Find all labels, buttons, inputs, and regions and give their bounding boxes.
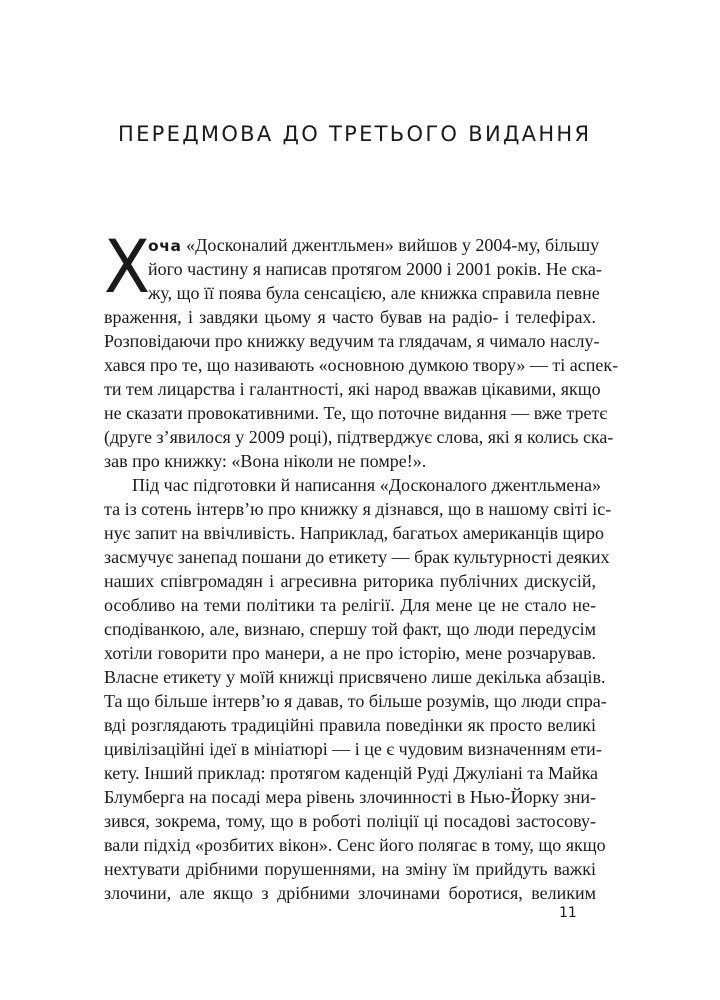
text-line: та із сотень інтерв’ю про книжку я дізнався, що в нашому світі іс-: [104, 499, 612, 519]
text-line: хався про те, що називають «основною думкою твору» — ті аспек-: [104, 355, 619, 375]
text-line: Розповідаючи про книжку ведучим та глядачам, я чимало наслу-: [104, 331, 600, 351]
text-line: ти тем лицарства і галантності, які народ вважав цікавими, якщо: [104, 379, 601, 399]
text-line: кету. Інший приклад: протягом каденцій Руді Джуліані та Майка: [104, 763, 599, 783]
text-line: враження, і завдяки цьому я часто бував на радіо- і телефірах.: [104, 307, 596, 327]
text-line: хотіли говорити про манери, а не про історію, мене розчарував.: [104, 643, 596, 663]
paragraph-2: [104, 473, 612, 905]
text-line: зав про книжку: «Вона ніколи не помре!».: [104, 451, 427, 471]
text-line: злочини, але якщо з дрібними злочинами боротися, великим: [104, 883, 596, 903]
page-number: 11: [559, 905, 577, 921]
text-line: вали підхід «розбитих вікон». Сенс його полягає в тому, що якщо: [104, 835, 606, 855]
text-line: зився, зокрема, тому, що в роботі поліції ці посадові застосову-: [104, 811, 596, 831]
body-text: [104, 225, 619, 905]
text-line: нехтувати дрібними порушеннями, на зміну їм прийдуть важкі: [104, 859, 596, 879]
lead-word: оча: [148, 237, 182, 255]
text-line: цивілізаційні ідеї в мініатюрі — і це є чудовим визначенням ети-: [104, 739, 602, 759]
text-line: Блумберга на посаді мера рівень злочинності в Нью-Йорку зни-: [104, 787, 596, 807]
text-line: його частину я написав протягом 2000 і 2001 років. Не ска-: [148, 259, 602, 279]
text-line: Та що більше інтерв’ю я давав, то більше розумів, що люди спра-: [104, 691, 607, 711]
paragraph-1: [104, 225, 619, 473]
text-line: Власне етикету у моїй книжці присвячено лише декілька абзаців.: [104, 667, 606, 687]
text-line: [104, 233, 600, 257]
text-line: нує запит на ввічливість. Наприклад, багатьох американців щиро: [104, 523, 605, 543]
text-line: не сказати провокативними. Те, що поточне видання — вже третє: [104, 403, 608, 423]
text-line: (друге з’явилося у 2009 році), підтверджує слова, які я колись ска-: [104, 427, 614, 447]
text-line: вді розглядають традиційні правила поведінки як просто великі: [104, 715, 596, 735]
text-line: жу, що її поява була сенсацією, але книжка справила певне: [148, 283, 600, 303]
text-line: наших співгромадян і агресивна риторика публічних дискусій,: [104, 571, 596, 591]
text-line: засмучує занепад пошани до етикету — брак культурності деяких: [104, 547, 610, 567]
text-line: особливо на теми політики та релігії. Для мене це не стало не-: [104, 595, 596, 615]
drop-cap: Х: [104, 225, 151, 310]
section-title: ПЕРЕДМОВА ДО ТРЕТЬОГО ВИДАННЯ: [118, 122, 592, 146]
first-line-rest: «Досконалий джентльмен» вийшов у 2004-му, більшу: [181, 235, 600, 255]
text-line: Під час підготовки й написання «Досконалого джентльмена»: [132, 475, 602, 495]
text-line: сподіванкою, але, визнаю, спершу той факт, що люди передусім: [104, 619, 596, 639]
